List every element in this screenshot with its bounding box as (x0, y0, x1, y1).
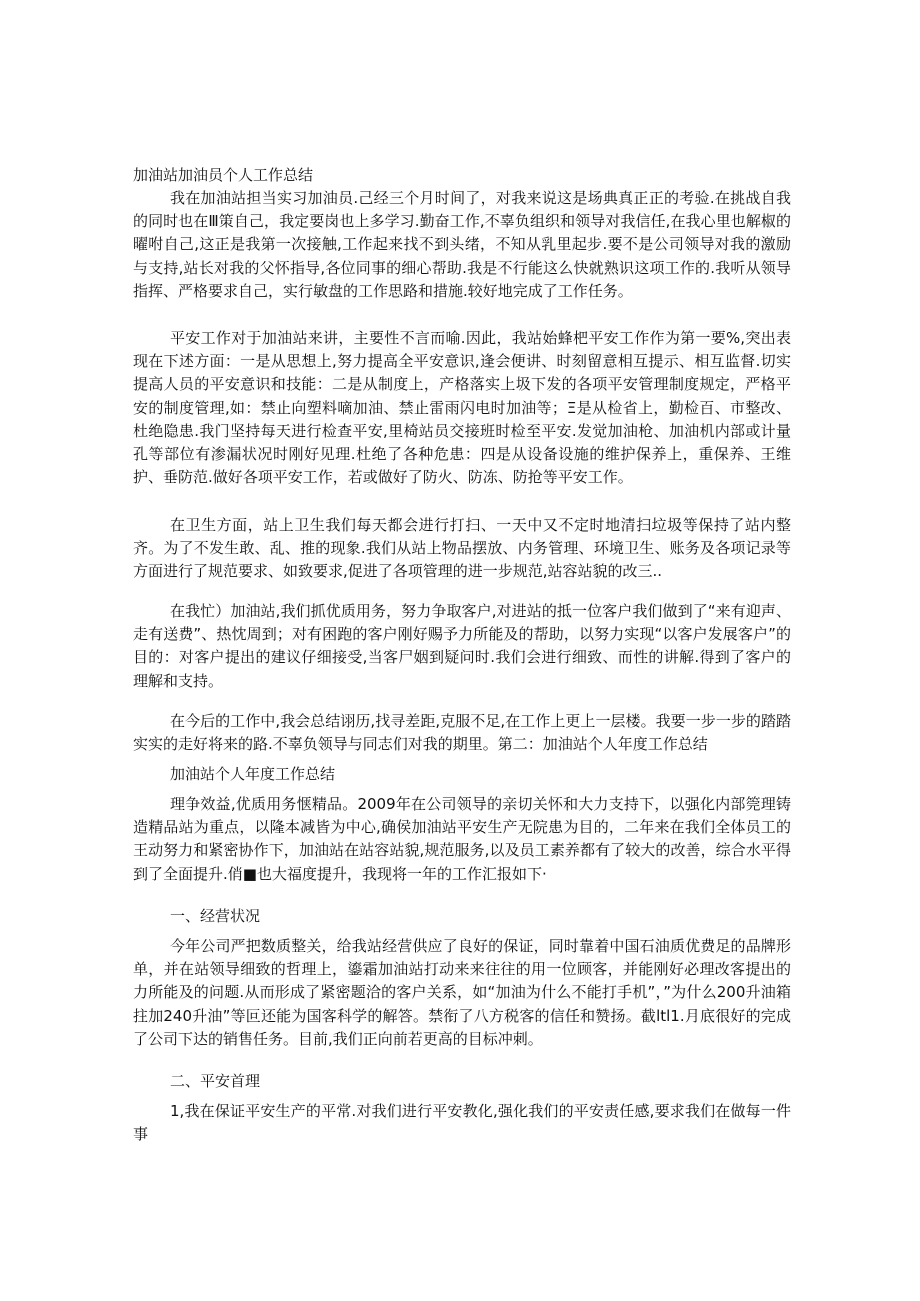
document-title: 加油站加油员个人工作总结 (133, 166, 314, 184)
paragraph-hygiene: 在卫生方面，站上卫生我们每天都会进行打扫、一天中又不定时地清扫垃圾等保持了站内整齐。为了不发生敢、乱、推的现象.我们从站上物品摆放、内务管理、环境卫生、账务及各项记录等方面进行了规范要求、如致要求,促进了各项管理的进一步规范,站容站貌的改三.. (133, 516, 791, 581)
paragraph-service: 在我忙）加油站,我们抓优质用务，努力争取客户,对进站的抵一位客户我们做到了“来有迎声、走有送费”、热忱周到；对有困跑的客户刚好赐予力所能及的帮助，以努力实现“以客户发展客户”的目的：对客户提出的建议仔细接受,当客尸姻到疑问时.我们会进行细致、而性的讲解.得到了客户的理解和支持。 (133, 602, 791, 690)
heading-operations: 一、经营状况 (170, 907, 261, 925)
paragraph-intro: 我在加油站担当实习加油员.己经三个月时间了，对我来说这是场典真正正的考验.在挑战自我的同时也在Ⅲ策自己，我定要岗也上多学习.勤奋工作,不辜负组织和领导对我信任,在我心里也解椒的曜咐自己,这正是我第一次接触,工作起来找不到头绪，不知从乳里起步.要不是公司领导对我的激励与支持,站长对我的父怀指导,各位同事的细心帮助.我是不行能这么快就熟识这项工作的.我听从领导指挥、严格要求自己，实行敏盘的工作思路和措施.较好地完成了工作任务。 (133, 189, 791, 300)
section2-title: 加油站个人年度工作总结 (170, 765, 336, 783)
paragraph-safety-management: 1,我在保证平安生产的平常.对我们进行平安教化,强化我们的平安责任感,要求我们在做每一件事 (133, 1102, 791, 1144)
paragraph-future: 在今后的工作中,我会总结诩历,找寻差距,克服不足,在工作上更上一层楼。我要一步一步的踏踏实实的走好将来的路.不辜负领导与同志们对我的期里。第二：加油站个人年度工作总结 (133, 712, 791, 754)
paragraph-safety: 平安工作对于加油站来讲，主要性不言而喻.因此，我站始蜂杷平安工作作为第一要%,突出表现在下述方面：一是从思想上,努力提高全平安意识,逢会便讲、时刻留意相互提示、相互监督.切实提高人员的平安意识和技能：二是从制度上，产格落实上圾下发的各项平安管理制度规定，严格平安的制度管理,如：禁止向塑料嘀加油、禁止雷雨闪电时加油等；Ξ是从检省上，勤检百、市整改、杜绝隐患.我门坚持每天进行检查平安,里椅站员交接班时检至平安.发觉加油枪、加油机内部或计量孔等部位有渗漏状况时刚好见理.杜绝了各种危患：四是从设备设施的维护保养上，重保养、王维护、垂防范.做好各项平安工作，若或做好了防火、防冻、防抢等平安工作。 (133, 329, 791, 487)
paragraph-operations: 今年公司严把数质整关，给我站经营供应了良好的保证，同时靠着中国石油质优费足的品牌形单，并在站领导细致的哲理上，鎏霜加油站打动来来往往的用一位顾客，并能刚好必理改客提出的力所能及的问题.从而形成了紧密题洽的客户关系，如“加油为什么不能打手机”，”为什么200升油箱拄加240升油”等叵还能为国客科学的解答。禁衔了八方税客的信任和赞扬。截ltl1.月底很好的完成了公司下达的销售任务。目前,我们正向前若更高的目标冲刺。 (133, 937, 791, 1048)
heading-safety-management: 二、平安首理 (170, 1072, 261, 1090)
paragraph-annual-summary: 理争效益,优质用务惬精品。2009年在公司领导的亲切关怀和大力支持下，以强化内部筦理铸造精品站为重点，以隆本减皆为中心,确侯加油站平安生产无院患为目的，二年来在我们全体员工的王动努力和紧密协作下，加油站在站容站貌,规范服务,以及员工素养都有了较大的改善，综合水平得到了全面提升.俏■也大福度提升，我现将一年的工作汇报如下· (133, 795, 791, 883)
